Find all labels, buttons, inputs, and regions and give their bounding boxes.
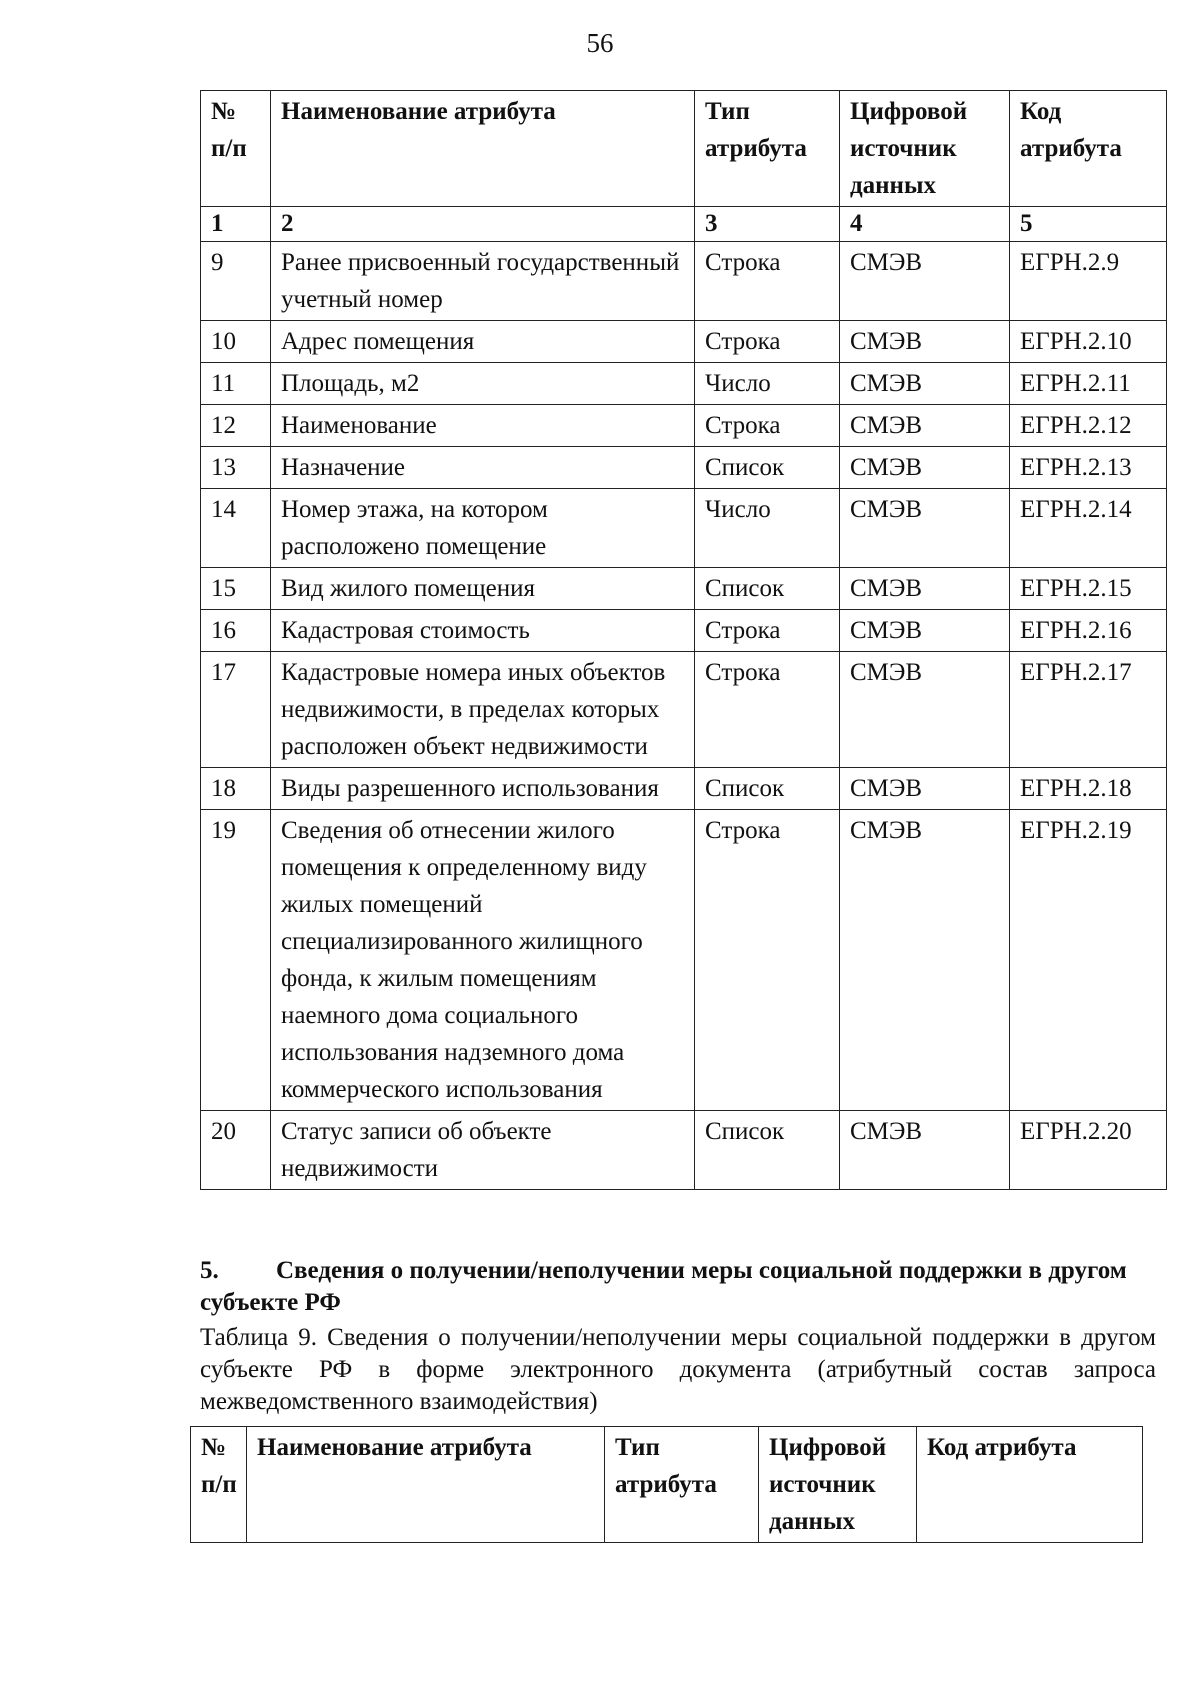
header-attribute-code: Код атрибута: [1010, 91, 1167, 207]
attribute-code: ЕГРН.2.12: [1010, 405, 1167, 447]
header-attribute-type: Тип атрибута: [605, 1427, 759, 1543]
attribute-code: ЕГРН.2.9: [1010, 242, 1167, 321]
attribute-code: ЕГРН.2.15: [1010, 568, 1167, 610]
attribute-type: Число: [695, 489, 840, 568]
data-source: СМЭВ: [840, 447, 1010, 489]
attribute-name: Ранее присвоенный государственный учетный номер: [271, 242, 695, 321]
attribute-type: Строка: [695, 810, 840, 1111]
attribute-name: Сведения об отнесении жилого помещения к определенному виду жилых помещений специализированного жилищного фонда, к жилым помещениям наемного дома социального использования надземного дома коммерческого использования: [271, 810, 695, 1111]
table-row: [201, 489, 1167, 568]
attribute-type: Строка: [695, 610, 840, 652]
header-attribute-name: Наименование атрибута: [247, 1427, 605, 1543]
header-attribute-code: Код атрибута: [917, 1427, 1143, 1543]
row-number: 18: [201, 768, 271, 810]
table-header-row: [201, 91, 1167, 207]
attribute-name: Кадастровые номера иных объектов недвижимости, в пределах которых расположен объект недвижимости: [271, 652, 695, 768]
table-row: [201, 610, 1167, 652]
attribute-type: Строка: [695, 321, 840, 363]
table-header-row: [191, 1427, 1143, 1543]
section-title: Сведения о получении/неполучении меры социальной поддержки в другом субъекте РФ: [200, 1257, 1127, 1316]
table-row: [201, 321, 1167, 363]
attribute-name: Наименование: [271, 405, 695, 447]
attribute-name: Площадь, м2: [271, 363, 695, 405]
header-number: № п/п: [191, 1427, 247, 1543]
table-row: [201, 405, 1167, 447]
table-row: [201, 447, 1167, 489]
table-row: [201, 363, 1167, 405]
header-data-source: Цифровой источник данных: [840, 91, 1010, 207]
table-row: [201, 652, 1167, 768]
data-source: СМЭВ: [840, 321, 1010, 363]
column-number-row: [201, 207, 1167, 242]
attribute-type: Строка: [695, 242, 840, 321]
attribute-code: ЕГРН.2.19: [1010, 810, 1167, 1111]
section-number: 5.: [200, 1257, 219, 1284]
column-number: 1: [201, 207, 271, 242]
attribute-code: ЕГРН.2.18: [1010, 768, 1167, 810]
attribute-type: Список: [695, 768, 840, 810]
header-number: № п/п: [201, 91, 271, 207]
header-attribute-type: Тип атрибута: [695, 91, 840, 207]
attribute-name: Вид жилого помещения: [271, 568, 695, 610]
row-number: 11: [201, 363, 271, 405]
row-number: 17: [201, 652, 271, 768]
data-source: СМЭВ: [840, 405, 1010, 447]
row-number: 19: [201, 810, 271, 1111]
attribute-code: ЕГРН.2.10: [1010, 321, 1167, 363]
data-source: СМЭВ: [840, 810, 1010, 1111]
attribute-code: ЕГРН.2.20: [1010, 1111, 1167, 1190]
header-attribute-name: Наименование атрибута: [271, 91, 695, 207]
header-data-source: Цифровой источник данных: [759, 1427, 917, 1543]
attribute-type: Число: [695, 363, 840, 405]
data-source: СМЭВ: [840, 242, 1010, 321]
row-number: 15: [201, 568, 271, 610]
row-number: 12: [201, 405, 271, 447]
column-number: 4: [840, 207, 1010, 242]
row-number: 14: [201, 489, 271, 568]
row-number: 13: [201, 447, 271, 489]
attribute-code: ЕГРН.2.17: [1010, 652, 1167, 768]
attribute-code: ЕГРН.2.14: [1010, 489, 1167, 568]
section-heading: [200, 1255, 1156, 1319]
attribute-name: Адрес помещения: [271, 321, 695, 363]
table-row: [201, 242, 1167, 321]
data-source: СМЭВ: [840, 489, 1010, 568]
data-source: СМЭВ: [840, 568, 1010, 610]
table-9: [190, 1426, 1143, 1543]
data-source: СМЭВ: [840, 652, 1010, 768]
data-source: СМЭВ: [840, 363, 1010, 405]
table-row: [201, 568, 1167, 610]
row-number: 9: [201, 242, 271, 321]
attribute-name: Кадастровая стоимость: [271, 610, 695, 652]
column-number: 5: [1010, 207, 1167, 242]
data-source: СМЭВ: [840, 610, 1010, 652]
data-source: СМЭВ: [840, 768, 1010, 810]
row-number: 20: [201, 1111, 271, 1190]
table-caption: Таблица 9. Сведения о получении/неполучении меры социальной поддержки в другом субъекте РФ в форме электронного документа (атрибутный состав запроса межведомственного взаимодействия): [200, 1324, 1156, 1415]
attribute-type: Строка: [695, 405, 840, 447]
row-number: 16: [201, 610, 271, 652]
attribute-code: ЕГРН.2.11: [1010, 363, 1167, 405]
attribute-type: Список: [695, 1111, 840, 1190]
attribute-type: Строка: [695, 652, 840, 768]
attribute-name: Статус записи об объекте недвижимости: [271, 1111, 695, 1190]
column-number: 2: [271, 207, 695, 242]
table-row: [201, 768, 1167, 810]
data-source: СМЭВ: [840, 1111, 1010, 1190]
attribute-name: Назначение: [271, 447, 695, 489]
table-row: [201, 810, 1167, 1111]
attribute-type: Список: [695, 568, 840, 610]
page-number: 56: [586, 28, 614, 58]
table-row: [201, 1111, 1167, 1190]
column-number: 3: [695, 207, 840, 242]
attribute-type: Список: [695, 447, 840, 489]
attribute-code: ЕГРН.2.16: [1010, 610, 1167, 652]
attribute-name: Номер этажа, на котором расположено помещение: [271, 489, 695, 568]
attribute-table: [200, 90, 1167, 1190]
attribute-name: Виды разрешенного использования: [271, 768, 695, 810]
row-number: 10: [201, 321, 271, 363]
attribute-code: ЕГРН.2.13: [1010, 447, 1167, 489]
